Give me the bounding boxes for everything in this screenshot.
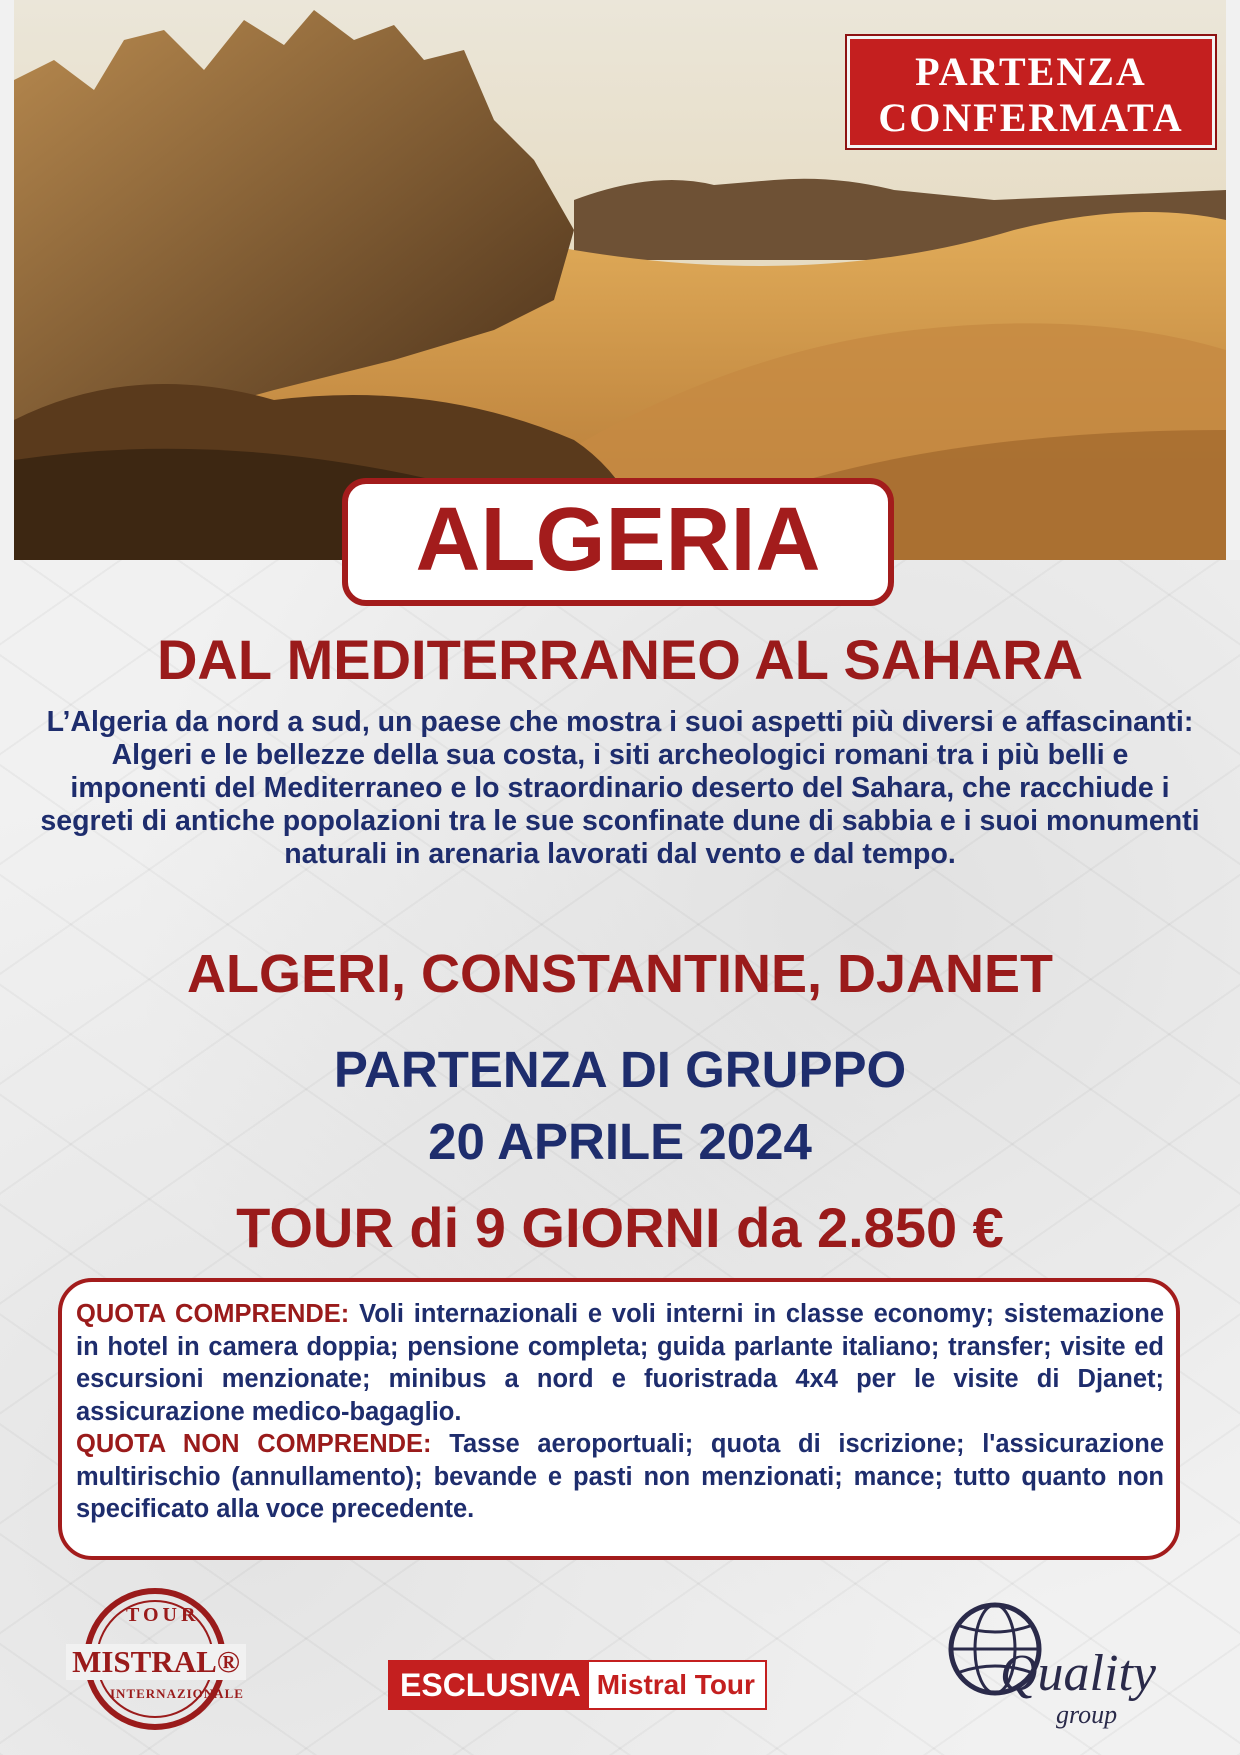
confirmed-departure-badge: [847, 36, 1215, 148]
badge-line-2: CONFERMATA: [878, 95, 1184, 140]
exclusive-label: ESCLUSIVA: [390, 1662, 589, 1708]
quality-logo-sub: group: [1056, 1700, 1118, 1729]
quota-box: [58, 1278, 1180, 1560]
country-title: ALGERIA: [342, 478, 894, 606]
exclusive-badge: [388, 1660, 767, 1710]
departure-date: 20 APRILE 2024: [428, 1113, 812, 1170]
mistral-logo: [66, 1588, 246, 1748]
exclusive-brand: Mistral Tour: [596, 1669, 755, 1700]
mistral-logo-bottom: INTERNAZIONALE: [110, 1686, 244, 1701]
quota-includes-text: Voli internazionali e voli interni in classe economy; sistemazione in hotel in camera doppia; pensione completa; guida parlante italiano; transfer; visite ed escursioni menzionate; minibus a nord e fuoristrada 4x4 per le visite di Djanet; assicurazione medico-bagaglio.: [76, 1300, 1165, 1426]
quota-excludes: [76, 1428, 1164, 1526]
tour-price: TOUR di 9 GIORNI da 2.850 €: [236, 1196, 1004, 1259]
quality-group-logo: [940, 1594, 1160, 1744]
quota-excludes-text: Tasse aeroportuali; quota di iscrizione; l'assicurazione multirischio (annullamento); bevande e pasti non menzionati; mance; tutto quanto non specificato alla voce precedente.: [76, 1430, 1165, 1523]
departure-label: PARTENZA DI GRUPPO: [333, 1041, 907, 1098]
quota-includes-label: QUOTA COMPRENDE:: [76, 1300, 350, 1328]
quota-includes: [76, 1298, 1164, 1428]
quota-excludes-label: QUOTA NON COMPRENDE:: [76, 1430, 432, 1458]
quality-logo-main: Quality: [1000, 1645, 1156, 1702]
subtitle: DAL MEDITERRANEO AL SAHARA: [156, 628, 1084, 691]
cities-heading: ALGERI, CONSTANTINE, DJANET: [186, 944, 1054, 1004]
mistral-logo-top: TOUR: [126, 1604, 200, 1626]
badge-line-1: PARTENZA: [915, 49, 1147, 94]
mistral-logo-main: MISTRAL®: [66, 1644, 246, 1680]
intro-paragraph: L’Algeria da nord a sud, un paese che mostra i suoi aspetti più diversi e affascinanti: Algeri e le bellezze della sua costa, i siti archeologici romani tra i più belli e imponenti del Mediterraneo e lo straordinario deserto del Sahara, che racchiude i segreti di antiche popolazioni tra le sue sconfinate dune di sabbia e i suoi monumenti naturali in arenaria lavorati dal vento e dal tempo.: [40, 706, 1200, 870]
